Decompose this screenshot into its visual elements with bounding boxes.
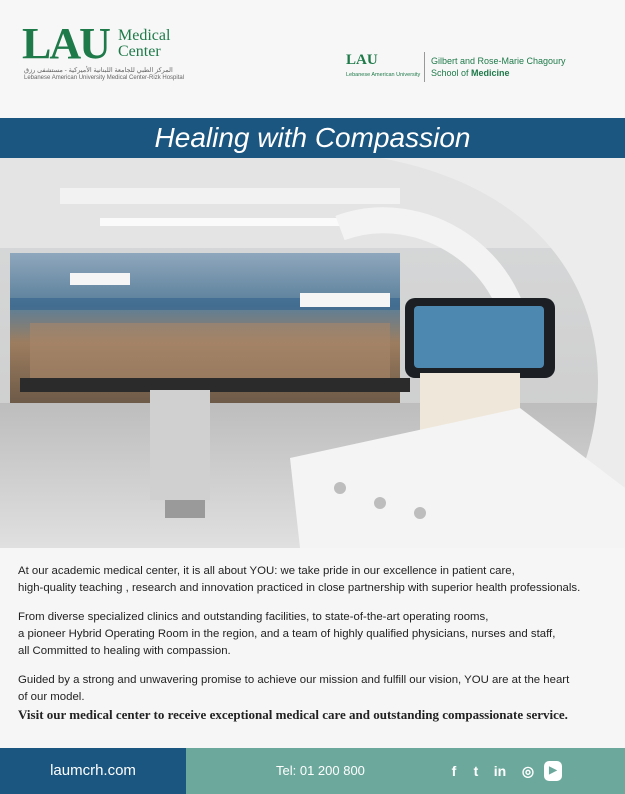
paragraph-line: Guided by a strong and unwavering promise to achieve our mission and fulfill our vision, YOU are at the heart (18, 674, 570, 686)
phone-number[interactable]: Tel: 01 200 800 (276, 763, 365, 778)
logo-divider (424, 52, 425, 82)
call-to-action: Visit our medical center to receive exceptional medical care and outstanding compassionate service. (18, 707, 568, 722)
logo-name: Medical Center (118, 27, 171, 60)
linkedin-icon[interactable]: in (493, 763, 507, 779)
paragraph-line: a pioneer Hybrid Operating Room in the region, and a team of highly qualified physicians, nurses and staff, (18, 628, 556, 640)
paragraph-line: At our academic medical center, it is all about YOU: we take pride in our excellence in patient care, (18, 565, 515, 577)
school-name-line2 (431, 68, 510, 78)
footer-contact-bar (186, 748, 625, 794)
page-footer (0, 748, 625, 794)
logo-wordmark: LAU (22, 19, 109, 68)
school-name-line1: Gilbert and Rose-Marie Chagoury (431, 56, 566, 66)
paragraph-line: From diverse specialized clinics and outstanding facilities, to state-of-the-art operating rooms, (18, 611, 489, 623)
school-name-prefix: School of (431, 68, 472, 78)
title-banner (0, 118, 625, 158)
instagram-icon[interactable]: ◎ (521, 763, 535, 779)
operating-room-photo (0, 158, 625, 548)
youtube-icon[interactable]: ▶ (544, 761, 562, 781)
school-of-medicine-logo[interactable] (346, 50, 596, 86)
paragraph-line: high-quality teaching , research and innovation practiced in close partnership with superior health professionals. (18, 582, 581, 594)
lau-medical-center-logo[interactable] (22, 19, 185, 84)
body-text (18, 563, 613, 723)
school-university: Lebanese American University (346, 72, 421, 78)
logo-arabic-line: المركز الطبي للجامعة اللبنانية الأميركية - مستشفى رزق (24, 67, 173, 74)
operating-room-illustration (0, 158, 625, 548)
paragraph-line: of our model. (18, 691, 85, 703)
facebook-icon[interactable]: f (451, 763, 457, 779)
twitter-icon[interactable]: t (473, 763, 479, 779)
school-name-bold: Medicine (471, 68, 510, 78)
website-link[interactable]: laumcrh.com (0, 748, 186, 794)
paragraph-line: all Committed to healing with compassion. (18, 645, 231, 657)
school-wordmark: LAU (346, 52, 378, 68)
logo-english-line: Lebanese American University Medical Center-Rizk Hospital (24, 75, 185, 81)
banner-title: Healing with Compassion (154, 122, 471, 153)
page-header (0, 0, 625, 118)
